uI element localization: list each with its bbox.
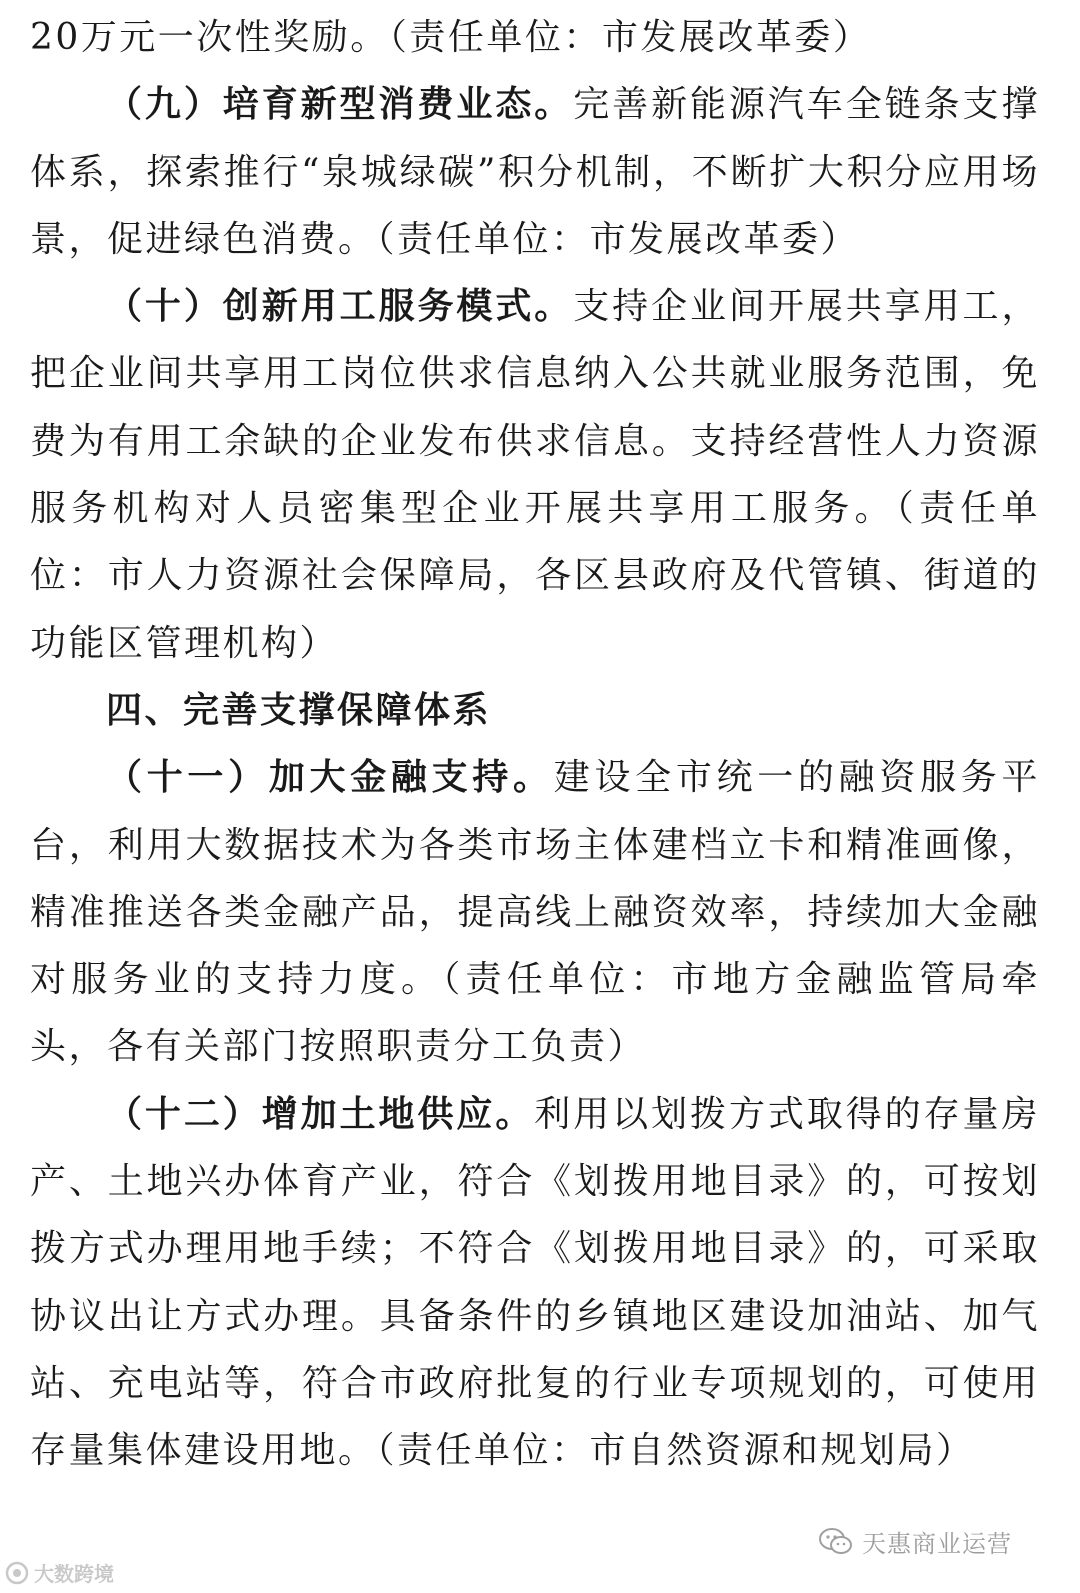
wechat-icon: [818, 1527, 854, 1557]
item-heading: （十二）增加土地供应。: [106, 1093, 535, 1135]
paragraph-item-11: [30, 744, 1040, 1080]
paragraph-item-9: [30, 71, 1040, 273]
item-heading: （十一）加大金融支持。: [106, 757, 554, 799]
watermark-wechat: [818, 1524, 1012, 1559]
watermark-label: 天惠商业运营: [862, 1530, 1012, 1558]
responsibility-note: （责任单位：市地方金融监管局牵头，各有关部门按照职责分工负责）: [30, 959, 1040, 1068]
paragraph-continuation: [30, 0, 1040, 71]
item-heading: （九）培育新型消费业态。: [106, 84, 574, 126]
paragraph-item-10: [30, 273, 1040, 677]
paragraph-body: 建设全市统一的融资服务平台，利用大数据技术为各类市场主体建档立卡和精准画像，精准推送各类金融产品，提高线上融资效率，持续加大金融对服务业的支持力度。: [30, 757, 1040, 1001]
paragraph-body: 利用以划拨方式取得的存量房产、土地兴办体育产业，符合《划拨用地目录》的，可按划拨方式办理用地手续；不符合《划拨用地目录》的，可采取协议出让方式办理。具备条件的乡镇地区建设加油站、加气站、充电站等，符合市政府批复的行业专项规划的，可使用存量集体建设用地。: [30, 1093, 1040, 1472]
brand-logo-icon: [4, 1560, 30, 1586]
document-page: [30, 0, 1040, 1485]
paragraph-body: 支持企业间开展共享用工，把企业间共享用工岗位供求信息纳入公共就业服务范围，免费为有用工余缺的企业发布供求信息。支持经营性人力资源服务机构对人员密集型企业开展共享用工服务。: [30, 286, 1040, 530]
responsibility-note: （责任单位：市发展改革委）: [388, 17, 872, 58]
responsibility-note: （责任单位：市人力资源社会保障局，各区县政府及代管镇、街道的功能区管理机构）: [30, 488, 1040, 664]
paragraph-item-12: [30, 1081, 1040, 1485]
paragraph-body: 20万元一次性奖励。: [30, 17, 389, 58]
responsibility-note: （责任单位：市自然资源和规划局）: [376, 1430, 975, 1472]
paragraph-body: 完善新能源汽车全链条支撑体系，探索推行“泉城绿碳”积分机制，不断扩大积分应用场景，促进绿色消费。: [30, 84, 1040, 260]
watermark-corner: [4, 1558, 114, 1587]
section-heading: 四、完善支撑保障体系: [106, 689, 492, 731]
item-heading: （十）创新用工服务模式。: [106, 286, 574, 328]
watermark-label: 大数跨境: [34, 1562, 114, 1586]
responsibility-note: （责任单位：市发展改革委）: [376, 218, 860, 260]
